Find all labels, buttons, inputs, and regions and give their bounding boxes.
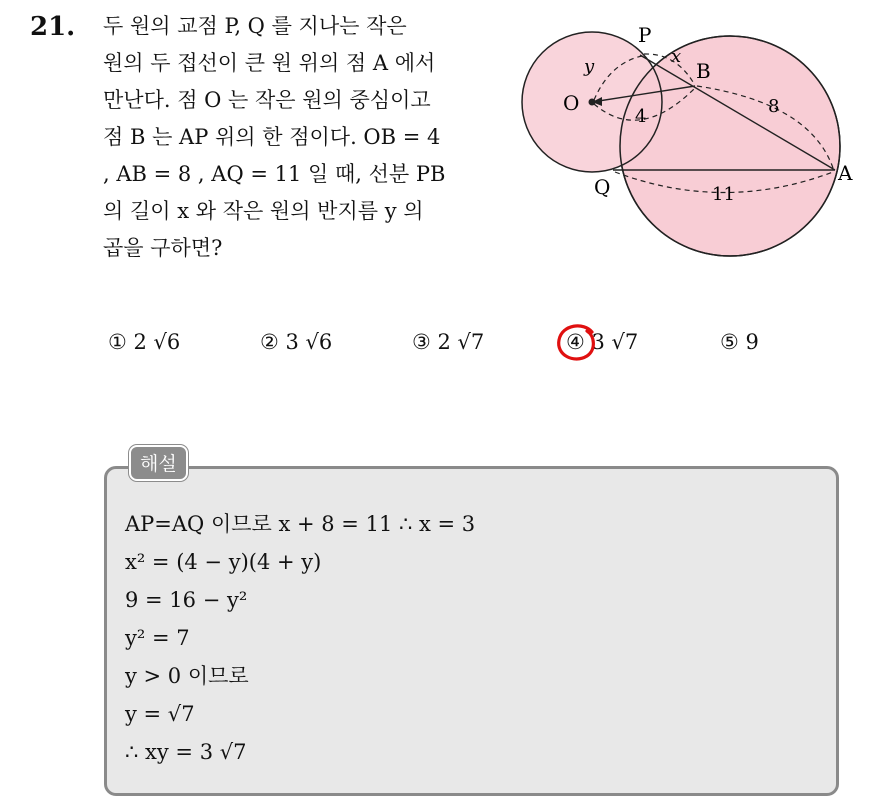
label-p: P (638, 23, 652, 47)
selected-circle-mark (554, 322, 600, 366)
label-ab-length: 8 (768, 96, 780, 117)
choice-value: 2 √6 (133, 330, 181, 354)
solution-box (104, 466, 839, 796)
question-line: 곱을 구하면? (103, 236, 223, 260)
solution-line: 9 = 16 − y² (125, 588, 248, 612)
solution-line: y > 0 이므로 (125, 664, 249, 688)
choice-mark: ⑤ (720, 330, 739, 354)
question-line: , AB = 8 , AQ = 11 일 때, 선분 PB (103, 162, 446, 186)
choice-mark: ③ (412, 330, 431, 354)
label-aq-length: 11 (712, 184, 735, 205)
choice-value: 2 √7 (437, 330, 485, 354)
solution-lines (125, 505, 475, 771)
solution-line: AP=AQ 이므로 x + 8 = 11 ∴ x = 3 (125, 512, 476, 536)
question-line: 두 원의 교점 P, Q 를 지나는 작은 (103, 14, 407, 38)
solution-line: y² = 7 (125, 626, 190, 650)
choice-mark-wrap (566, 330, 585, 354)
choice-value: 9 (745, 330, 759, 354)
question-number: 21. (30, 12, 76, 42)
label-ob-length: 4 (635, 106, 647, 127)
label-b: B (696, 59, 711, 83)
label-q: Q (594, 175, 611, 199)
answer-choices (108, 330, 848, 364)
label-x: x (671, 46, 682, 67)
choice-4[interactable] (566, 330, 638, 354)
choice-mark: ② (260, 330, 279, 354)
choice-1[interactable] (108, 330, 180, 354)
choice-2[interactable] (260, 330, 332, 354)
question-line: 의 길이 x 와 작은 원의 반지름 y 의 (103, 199, 424, 223)
choice-mark: ④ (566, 330, 585, 354)
solution-line: x² = (4 − y)(4 + y) (125, 550, 322, 574)
choice-value: 3 √6 (285, 330, 333, 354)
choice-3[interactable] (412, 330, 484, 354)
solution-line: y = √7 (125, 702, 195, 726)
question-line: 점 B 는 AP 위의 한 점이다. OB = 4 (103, 125, 441, 149)
geometry-figure (510, 18, 870, 263)
solution-tab: 해설 (129, 445, 188, 481)
question-line: 원의 두 접선이 큰 원 위의 점 A 에서 (103, 51, 436, 75)
choice-value: 3 √7 (591, 330, 639, 354)
question-line: 만난다. 점 O 는 작은 원의 중심이고 (103, 88, 431, 112)
point-o-dot (589, 99, 596, 106)
label-a: A (838, 161, 853, 185)
choice-5[interactable] (720, 330, 759, 354)
question-text (103, 8, 503, 267)
choice-mark: ① (108, 330, 127, 354)
solution-line: ∴ xy = 3 √7 (125, 740, 247, 764)
label-y: y (584, 56, 595, 77)
label-o: O (563, 91, 580, 115)
